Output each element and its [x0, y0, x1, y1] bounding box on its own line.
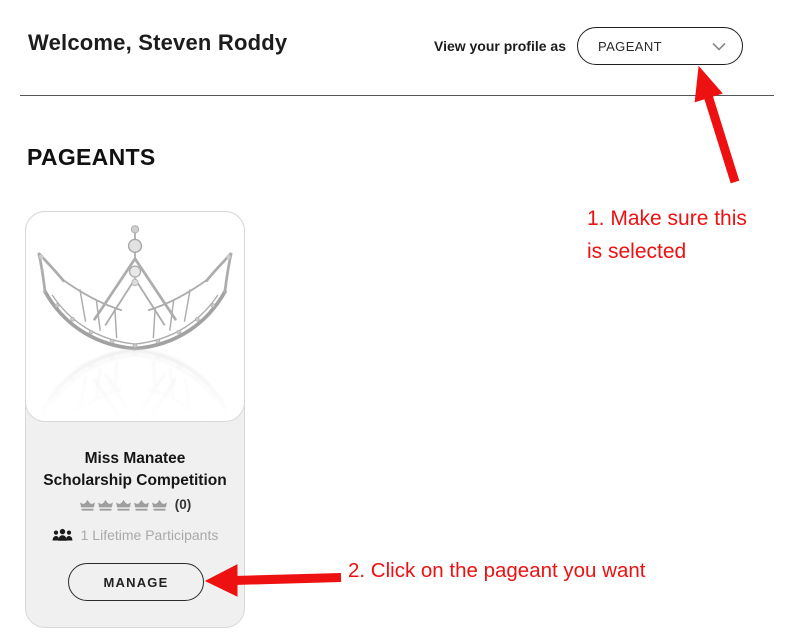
crown-icon — [133, 498, 150, 512]
annotation-step1-line2: is selected — [587, 240, 687, 263]
manage-button[interactable]: MANAGE — [68, 563, 204, 601]
profile-select-value: PAGEANT — [598, 38, 662, 54]
chevron-down-icon — [712, 42, 726, 51]
header-divider — [20, 95, 774, 96]
page-title: Welcome, Steven Roddy — [28, 30, 288, 55]
annotation-step1-line1: 1. Make sure this — [587, 207, 747, 230]
rating-crowns — [79, 498, 168, 512]
pageant-title-line1: Miss Manatee — [84, 450, 186, 467]
profile-switcher — [434, 27, 743, 65]
pageant-card[interactable] — [25, 211, 245, 628]
participants-label: 1 Lifetime Participants — [80, 527, 219, 543]
annotation-step1 — [587, 202, 792, 268]
rating-count: (0) — [174, 497, 192, 512]
people-group-icon — [52, 528, 73, 543]
tiara-image — [25, 211, 245, 422]
participants-row — [26, 527, 244, 543]
rating-row — [26, 497, 244, 512]
section-title-pageants: PAGEANTS — [27, 144, 156, 170]
profile-select-dropdown[interactable] — [577, 27, 743, 65]
pageant-title — [26, 448, 244, 492]
profile-switcher-label: View your profile as — [433, 38, 566, 54]
pageant-title-line2: Scholarship Competition — [43, 472, 227, 489]
crown-icon — [115, 498, 132, 512]
crown-icon — [151, 498, 168, 512]
arrow-to-dropdown — [695, 67, 735, 182]
annotation-step2: 2. Click on the pageant you want — [348, 559, 646, 582]
crown-icon — [79, 498, 96, 512]
crown-icon — [97, 498, 114, 512]
